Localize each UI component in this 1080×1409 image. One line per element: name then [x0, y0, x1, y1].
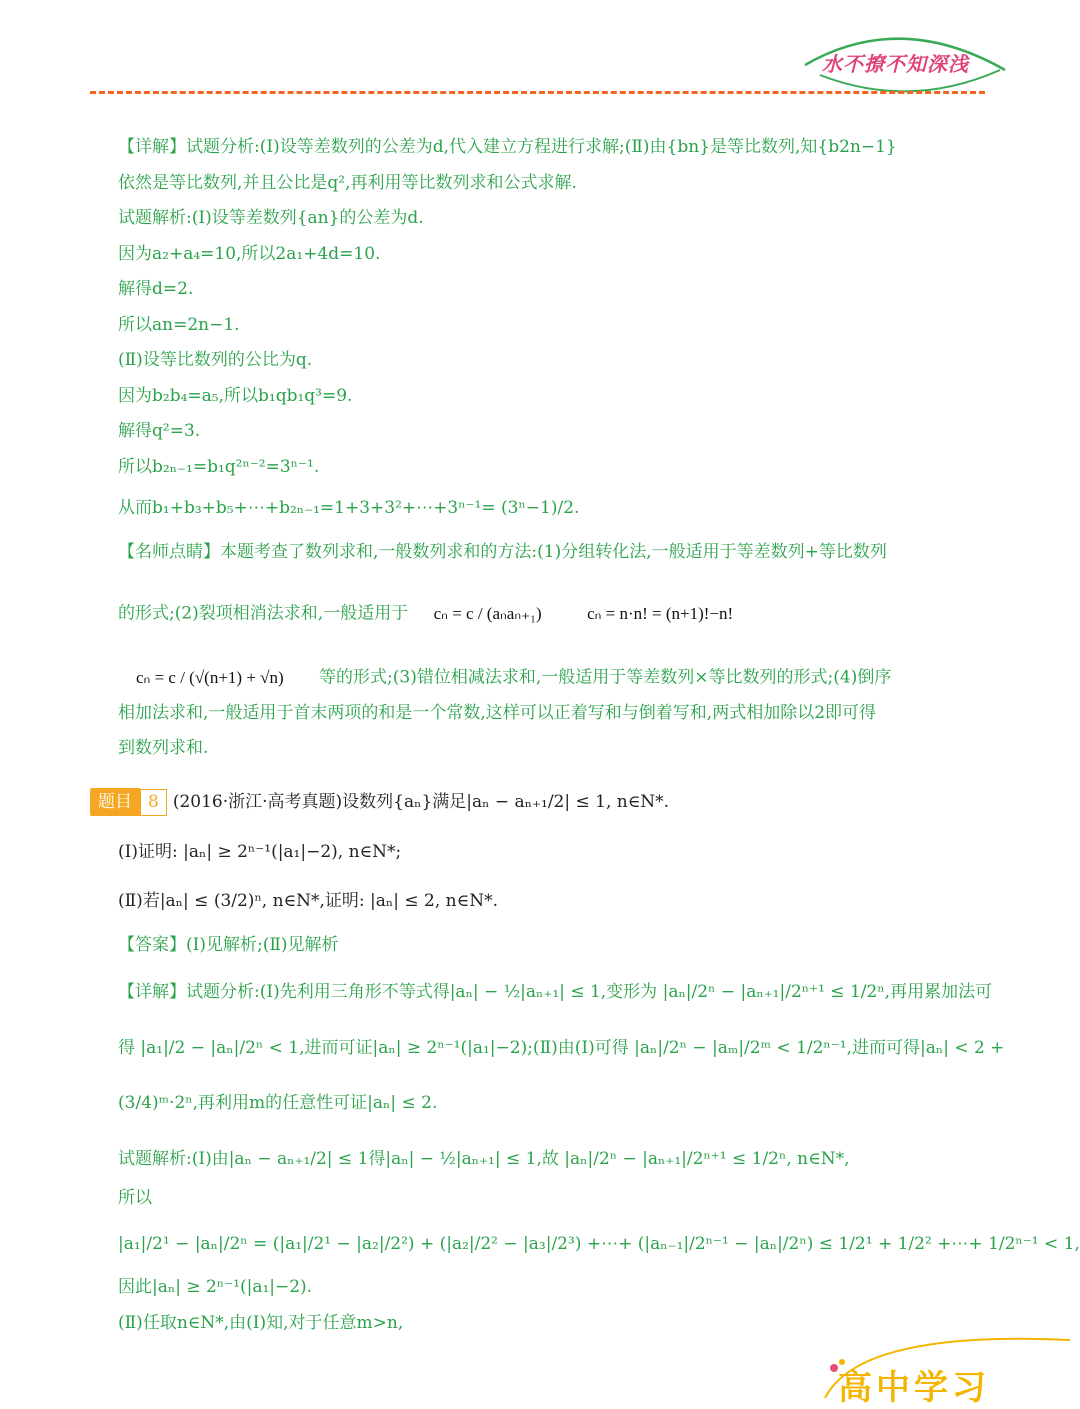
tip-text: 等的形式;(3)错位相减法求和,一般适用于等差数列×等比数列的形式;(4)倒序: [319, 667, 892, 688]
formula-image-1: cₙ = c / (aₙaₙ₊₁): [433, 604, 542, 623]
header-logo: [800, 30, 1015, 100]
footer-logo-text: 高中学习: [838, 1368, 990, 1408]
question-badge: 题目: [90, 788, 140, 816]
text-line: 所以: [118, 1188, 152, 1209]
text-line: |a₁|/2¹ − |aₙ|/2ⁿ = (|a₁|/2¹ − |a₂|/2²) + (|a₂|/2² − |a₃|/2³) +⋯+ (|aₙ₋₁|/2ⁿ⁻¹ − |aₙ|/2ⁿ) ≤ 1/2¹ + 1/2² +⋯+ 1/2ⁿ⁻¹ < 1,: [118, 1233, 1080, 1254]
text-line: 因为b₂b₄=a₅,所以b₁qb₁q³=9.: [118, 385, 353, 406]
text-line: 从而b₁+b₃+b₅+⋯+b₂ₙ₋₁=1+3+3²+⋯+3ⁿ⁻¹= (3ⁿ−1)/2.: [118, 498, 580, 518]
text-line: (Ⅱ)设等比数列的公比为q.: [118, 350, 313, 370]
teacher-tip-line: 相加法求和,一般适用于首末两项的和是一个常数,这样可以正着写和与倒着写和,两式相加除以2即可得: [118, 702, 877, 723]
teacher-tip-line: [118, 596, 988, 636]
text-line: 所以an=2n−1.: [118, 314, 240, 335]
text-line: (Ⅱ)任取n∈N*,由(Ⅰ)知,对于任意m>n,: [118, 1312, 404, 1333]
header-divider: [90, 91, 985, 94]
footer-logo: [820, 1330, 1080, 1408]
formula-image-3: cₙ = c / (√(n+1) + √n): [136, 668, 284, 687]
text-line: 所以b₂ₙ₋₁=b₁q²ⁿ⁻²=3ⁿ⁻¹.: [118, 456, 320, 477]
answer-line: 【答案】(Ⅰ)见解析;(Ⅱ)见解析: [118, 934, 339, 955]
question-part: (Ⅱ)若|aₙ| ≤ (3/2)ⁿ, n∈N*,证明: |aₙ| ≤ 2, n∈N*.: [118, 891, 498, 912]
text-line: 试题解析:(Ⅰ)由|aₙ − aₙ₊₁/2| ≤ 1得|aₙ| − ½|aₙ₊₁| ≤ 1,故 |aₙ|/2ⁿ − |aₙ₊₁|/2ⁿ⁺¹ ≤ 1/2ⁿ, n∈N*,: [118, 1148, 850, 1169]
text-line: 解得d=2.: [118, 279, 194, 299]
logo-text: 水不撩不知深浅: [822, 52, 969, 76]
teacher-tip-line: 【名师点睛】本题考查了数列求和,一般数列求和的方法:(1)分组转化法,一般适用于等差数列+等比数列: [118, 541, 887, 562]
question-part: (Ⅰ)证明: |aₙ| ≥ 2ⁿ⁻¹(|a₁|−2), n∈N*;: [118, 841, 402, 862]
text-line: 试题解析:(Ⅰ)设等差数列{an}的公差为d.: [118, 208, 424, 228]
text-line: 【详解】试题分析:(Ⅰ)先利用三角形不等式得|aₙ| − ½|aₙ₊₁| ≤ 1,变形为 |aₙ|/2ⁿ − |aₙ₊₁|/2ⁿ⁺¹ ≤ 1/2ⁿ,再用累加法可: [118, 982, 993, 1003]
page-content: [98, 130, 1080, 1341]
teacher-tip-line: [118, 660, 988, 696]
text-line: 得 |a₁|/2 − |aₙ|/2ⁿ < 1,进而可证|aₙ| ≥ 2ⁿ⁻¹(|a₁|−2);(Ⅱ)由(Ⅰ)可得 |aₙ|/2ⁿ − |aₘ|/2ᵐ < 1/2ⁿ⁻¹,进而可得|aₙ| < 2 +: [118, 1037, 1005, 1058]
question-number: 8: [140, 789, 167, 816]
text-line: 因此|aₙ| ≥ 2ⁿ⁻¹(|a₁|−2).: [118, 1277, 313, 1298]
question-stem: (2016·浙江·高考真题)设数列{aₙ}满足|aₙ − aₙ₊₁/2| ≤ 1, n∈N*.: [172, 791, 670, 812]
question-header: [90, 785, 988, 829]
text-line: 因为a₂+a₄=10,所以2a₁+4d=10.: [118, 243, 381, 264]
teacher-tip-line: 到数列求和.: [118, 738, 209, 759]
text-line: 【详解】试题分析:(Ⅰ)设等差数列的公差为d,代入建立方程进行求解;(Ⅱ)由{bn}是等比数列,知{b2n−1}: [118, 137, 897, 157]
text-line: 解得q²=3.: [118, 421, 201, 441]
formula-image-2: cₙ = n·n! = (n+1)!−n!: [587, 604, 734, 623]
text-line: (3/4)ᵐ·2ⁿ,再利用m的任意性可证|aₙ| ≤ 2.: [118, 1093, 438, 1114]
tip-text: 的形式;(2)裂项相消法求和,一般适用于: [118, 603, 409, 624]
text-line: 依然是等比数列,并且公比是q²,再利用等比数列求和公式求解.: [118, 172, 577, 193]
